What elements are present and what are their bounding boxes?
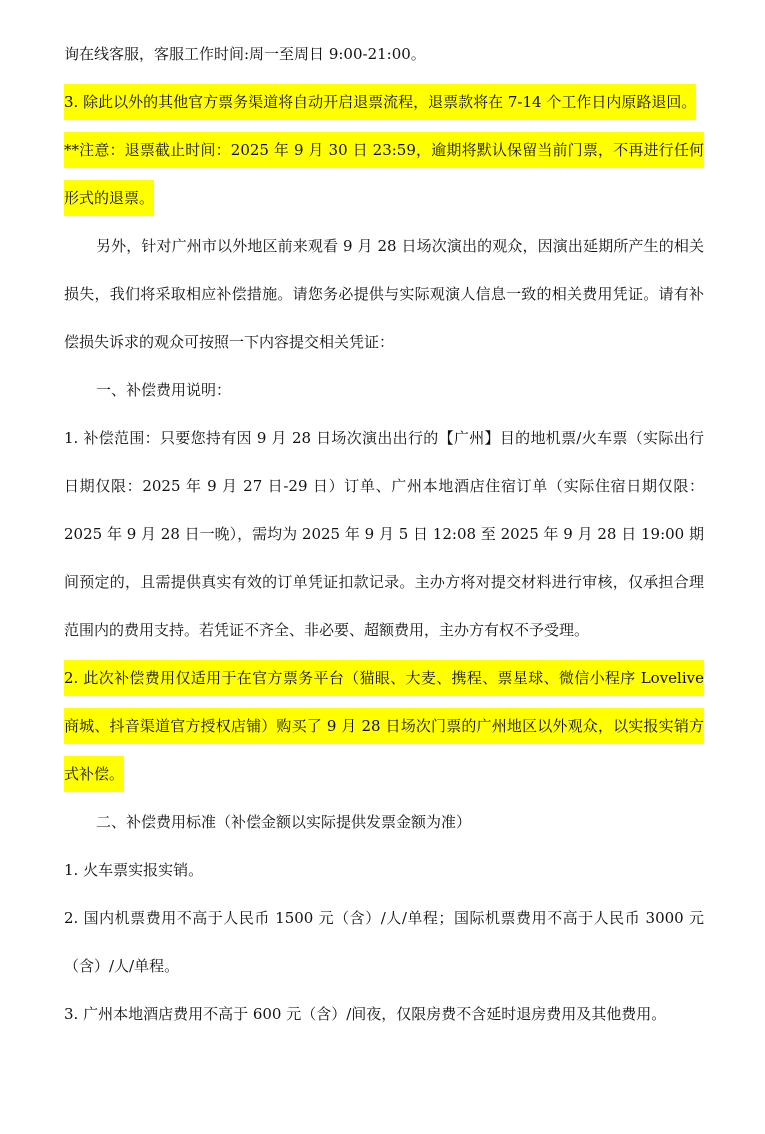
list-item-air-ticket: 2. 国内机票费用不高于人民币 1500 元（含）/人/单程；国际机票费用不高于人民币 3000 元（含）/人/单程。 [64,909,704,975]
highlighted-text: 2. 此次补偿费用仅适用于在官方票务平台（猫眼、大麦、携程、票星球、微信小程序 Lovelive 商城、抖音渠道官方授权店铺）购买了 9 月 28 日场次门票的广州地区以外观众，以实报实销方式补偿。 [64,660,704,792]
paragraph-compensation-intro: 另外，针对广州市以外地区前来观看 9 月 28 日场次演出的观众，因演出延期所产生的相关损失，我们将采取相应补偿措施。请您务必提供与实际观演人信息一致的相关费用凭证。请有补偿损失诉求的观众可按照一下内容提交相关凭证： [64,237,704,351]
section-heading-compensation-standard: 二、补偿费用标准（补偿金额以实际提供发票金额为准） [96,813,472,831]
section-heading-compensation-description: 一、补偿费用说明： [96,381,232,399]
paragraph-refund-deadline-notice [64,126,704,222]
list-item-train-ticket: 1. 火车票实报实销。 [64,861,204,879]
paragraph-service-hours: 询在线客服，客服工作时间:周一至周日 9:00-21:00。 [64,45,426,63]
paragraph-compensation-eligibility [64,654,704,798]
highlighted-text: 3. 除此以外的其他官方票务渠道将自动开启退票流程，退票款将在 7-14 个工作日内原路退回。 [64,84,696,120]
paragraph-compensation-scope: 1. 补偿范围：只要您持有因 9 月 28 日场次演出出行的【广州】目的地机票/火车票（实际出行日期仅限：2025 年 9 月 27 日-29 日）订单、广州本地酒店住宿订单（实际住宿日期仅限：2025 年 9 月 28 日一晚），需均为 2025 年 9 月 5 日 12:08 至 2025 年 9 月 28 日 19:00 期间预定的，且需提供真实有效的订单凭证扣款记录。主办方将对提交材料进行审核，仅承担合理范围内的费用支持。若凭证不齐全、非必要、超额费用，主办方有权不予受理。 [64,429,704,639]
paragraph-refund-other-channels [64,78,704,126]
highlighted-text: **注意：退票截止时间：2025 年 9 月 30 日 23:59，逾期将默认保留当前门票，不再进行任何形式的退票。 [64,132,704,216]
document-page [64,30,704,1038]
list-item-hotel: 3. 广州本地酒店费用不高于 600 元（含）/间夜，仅限房费不含延时退房费用及其他费用。 [64,1005,667,1023]
